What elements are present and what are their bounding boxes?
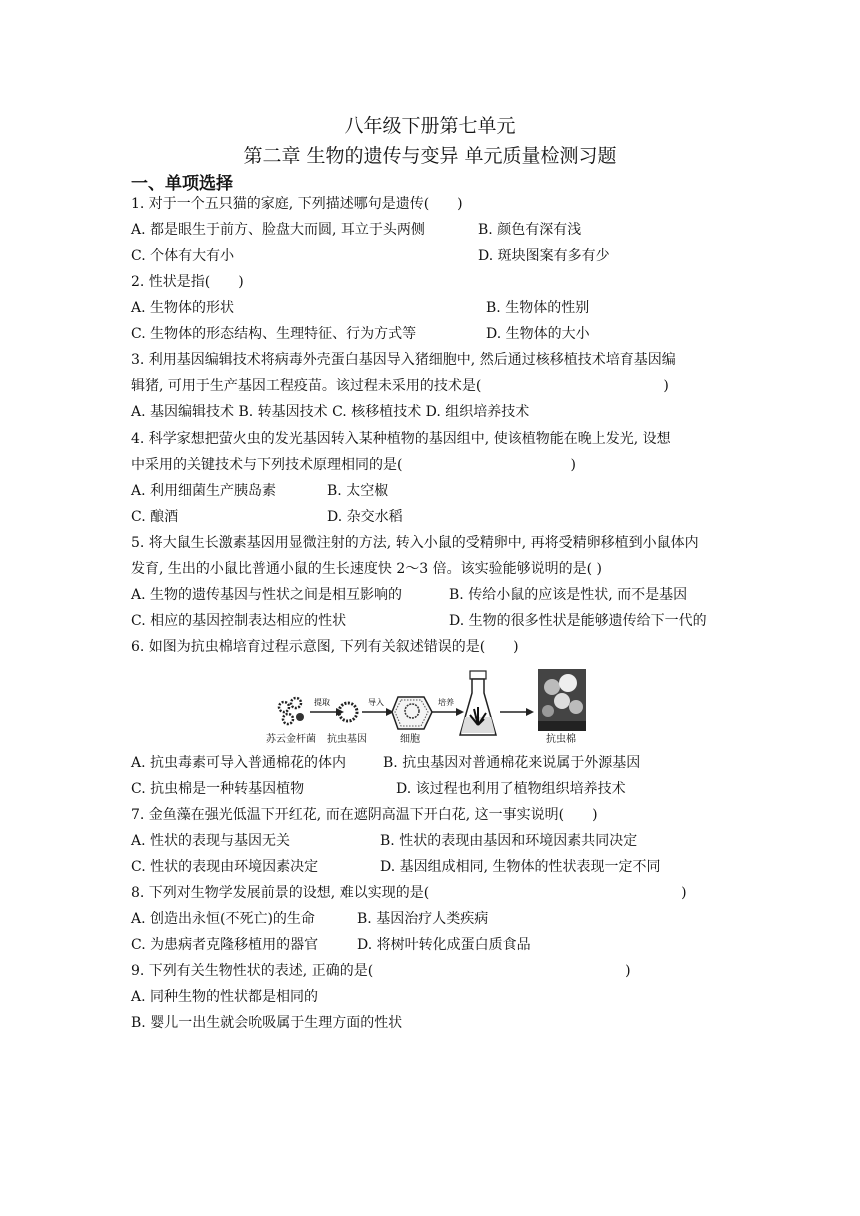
section-heading: 一、单项选择 [131, 174, 233, 194]
flask-illustration [460, 671, 496, 735]
q2-stem: 2. 性状是指( ) [131, 274, 244, 290]
q7-option-d: D. 基因组成相同, 生物体的性状表现一定不同 [380, 859, 661, 875]
q6-option-b: B. 抗虫基因对普通棉花来说属于外源基因 [383, 755, 641, 771]
q7-option-a: A. 性状的表现与基因无关 [131, 833, 291, 849]
q3-options: A. 基因编辑技术 B. 转基因技术 C. 核移植技术 D. 组织培养技术 [131, 404, 530, 420]
q4-stem-line2: 中采用的关键技术与下列技术原理相同的是( ) [131, 457, 576, 473]
q4-option-c: C. 酿酒 [131, 509, 179, 525]
q9-option-b: B. 婴儿一出生就会吮吸属于生理方面的性状 [131, 1015, 403, 1031]
q8-option-c: C. 为患病者克隆移植用的器官 [131, 937, 319, 953]
q7-stem: 7. 金鱼藻在强光低温下开红花, 而在遮阴高温下开白花, 这一事实说明( ) [131, 807, 598, 823]
q1-stem: 1. 对于一个五只猫的家庭, 下列描述哪句是遗传( ) [131, 196, 463, 212]
q7-option-c: C. 性状的表现由环境因素决定 [131, 859, 319, 875]
q8-option-a: A. 创造出永恒(不死亡)的生命 [131, 911, 315, 927]
arrow-culture-label: 培养 [438, 698, 454, 707]
q1-option-d: D. 斑块图案有多有少 [478, 248, 610, 264]
q5-stem-line2: 发育, 生出的小鼠比普通小鼠的生长速度快 2～3 倍。该实验能够说明的是( ) [131, 561, 602, 577]
q8-option-d: D. 将树叶转化成蛋白质食品 [357, 937, 531, 953]
cell-illustration [392, 697, 432, 729]
q4-option-a: A. 利用细菌生产胰岛素 [131, 483, 277, 499]
figure-label-cotton: 抗虫棉 [546, 734, 576, 745]
arrow-extract-label: 提取 [314, 698, 330, 707]
q6-option-c: C. 抗虫棉是一种转基因植物 [131, 781, 305, 797]
q5-option-b: B. 传给小鼠的应该是性状, 而不是基因 [449, 587, 688, 603]
arrow-import [362, 708, 394, 716]
figure-label-bacteria: 苏云金杆菌 [266, 734, 316, 745]
q1-option-c: C. 个体有大有小 [131, 248, 235, 264]
q2-option-c: C. 生物体的形态结构、生理特征、行为方式等 [131, 326, 417, 342]
exam-title-line1: 八年级下册第七单元 [344, 115, 516, 137]
q6-stem: 6. 如图为抗虫棉培育过程示意图, 下列有关叙述错误的是( ) [131, 639, 519, 655]
q9-option-a: A. 同种生物的性状都是相同的 [131, 989, 319, 1005]
arrow-culture [432, 708, 464, 716]
q4-stem-line1: 4. 科学家想把萤火虫的发光基因转入某种植物的基因组中, 使该植物能在晚上发光, 设想 [131, 431, 671, 447]
q5-stem-line1: 5. 将大鼠生长激素基因用显微注射的方法, 转入小鼠的受精卵中, 再将受精卵移植到小鼠体内 [131, 535, 699, 551]
q4-option-b: B. 太空椒 [327, 483, 389, 499]
q6-option-d: D. 该过程也利用了植物组织培养技术 [396, 781, 626, 797]
arrow-grow [500, 708, 534, 716]
figure-label-gene: 抗虫基因 [327, 734, 367, 745]
q7-option-b: B. 性状的表现由基因和环境因素共同决定 [380, 833, 638, 849]
q5-option-c: C. 相应的基因控制表达相应的性状 [131, 613, 347, 629]
q1-option-b: B. 颜色有深有浅 [478, 222, 582, 238]
cotton-plant-photo [538, 669, 586, 731]
q8-stem: 8. 下列对生物学发展前景的设想, 难以实现的是( ) [131, 885, 687, 901]
q1-option-a: A. 都是眼生于前方、脸盘大而圆, 耳立于头两侧 [131, 222, 425, 238]
bacteria-illustration [279, 698, 304, 724]
q2-option-b: B. 生物体的性别 [486, 300, 590, 316]
q2-option-a: A. 生物体的形状 [131, 300, 235, 316]
q6-option-a: A. 抗虫毒素可导入普通棉花的体内 [131, 755, 347, 771]
q9-stem: 9. 下列有关生物性状的表述, 正确的是( ) [131, 963, 631, 979]
q8-option-b: B. 基因治疗人类疾病 [357, 911, 489, 927]
q3-stem-line1: 3. 利用基因编辑技术将病毒外壳蛋白基因导入猪细胞中, 然后通过核移植技术培育基因编 [131, 352, 676, 368]
q4-option-d: D. 杂交水稻 [327, 509, 403, 525]
exam-title-line2: 第二章 生物的遗传与变异 单元质量检测习题 [243, 145, 617, 167]
arrow-import-label: 导入 [368, 698, 384, 707]
q2-option-d: D. 生物体的大小 [486, 326, 590, 342]
q3-stem-line2: 辑猪, 可用于生产基因工程疫苗。该过程未采用的技术是( ) [131, 378, 669, 394]
q5-option-a: A. 生物的遗传基因与性状之间是相互影响的 [131, 587, 403, 603]
figure-label-cell: 细胞 [400, 734, 420, 745]
q5-option-d: D. 生物的很多性状是能够遗传给下一代的 [449, 613, 707, 629]
